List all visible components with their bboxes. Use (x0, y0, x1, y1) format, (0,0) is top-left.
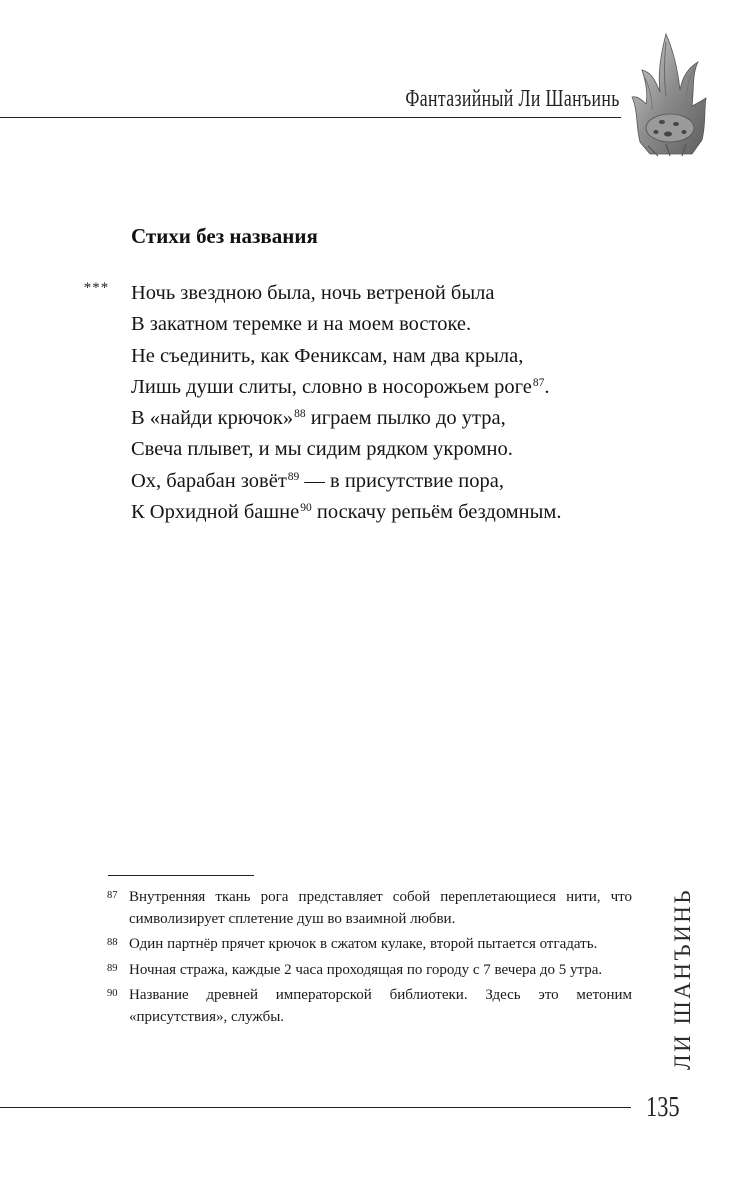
footnote (107, 934, 632, 956)
running-header-title: Фантазийный Ли Шанъинь (405, 86, 620, 112)
footnote-ref: 90 (300, 502, 312, 515)
footnotes (107, 887, 632, 1032)
footnote-ref: 87 (532, 376, 545, 389)
footnote (107, 985, 632, 1028)
stone-flame-sculpture-icon (630, 32, 708, 157)
poem-line: Свеча плывет, и мы сидим рядком укромно. (131, 438, 513, 461)
footnote (107, 887, 632, 930)
poem-line: Ох, барабан зовёт$^{89}$ — в присутствие пора, (131, 469, 504, 492)
poem-title: Стихи без названия (131, 224, 318, 248)
footnote-number: 88 (107, 937, 118, 948)
footnote-text: Внутренняя ткань рога представляет собой переплетающиеся нити, что символизирует сплетение душ во взаимной любви. (129, 889, 632, 927)
footnote-ref: 88 (294, 408, 306, 421)
poem-line: К Орхидной башне$^{90}$ поскачу репьём бездомным. (131, 501, 562, 524)
poem-line: Ночь звездною была, ночь ветреной была (131, 282, 495, 304)
footnote-number: 90 (107, 988, 118, 999)
footnote-text: Название древней императорской библиотеки. Здесь это метоним «присутствия», службы. (129, 987, 632, 1025)
page-number: 135 (646, 1092, 680, 1123)
footnote-text: Один партнёр прячет крючок в сжатом кулаке, второй пытается отгадать. (129, 936, 598, 952)
footer-rule (0, 1107, 631, 1108)
poem-line: В «найди крючок»$^{88}$ играем пылко до утра, (131, 407, 506, 430)
poem-line: Не съединить, как Фениксам, нам два крыла, (131, 344, 524, 367)
poem-marker: *** (83, 280, 109, 296)
side-author-name: ЛИ ШАНЪИНЬ (670, 887, 695, 1070)
footnote (107, 960, 632, 982)
poem-line: В закатном теремке и на моем востоке. (131, 313, 472, 336)
footnote-ref: 89 (287, 470, 300, 483)
poem-body (131, 278, 562, 528)
footnote-separator (108, 875, 254, 876)
poem-line: Лишь души слиты, словно в носорожьем роге$^{87}$. (131, 375, 550, 398)
header-rule (0, 117, 621, 118)
footnote-text: Ночная стража, каждые 2 часа проходящая по городу с 7 вечера до 5 утра. (129, 961, 603, 978)
footnote-number: 87 (107, 890, 118, 901)
footnote-number: 89 (107, 962, 118, 974)
